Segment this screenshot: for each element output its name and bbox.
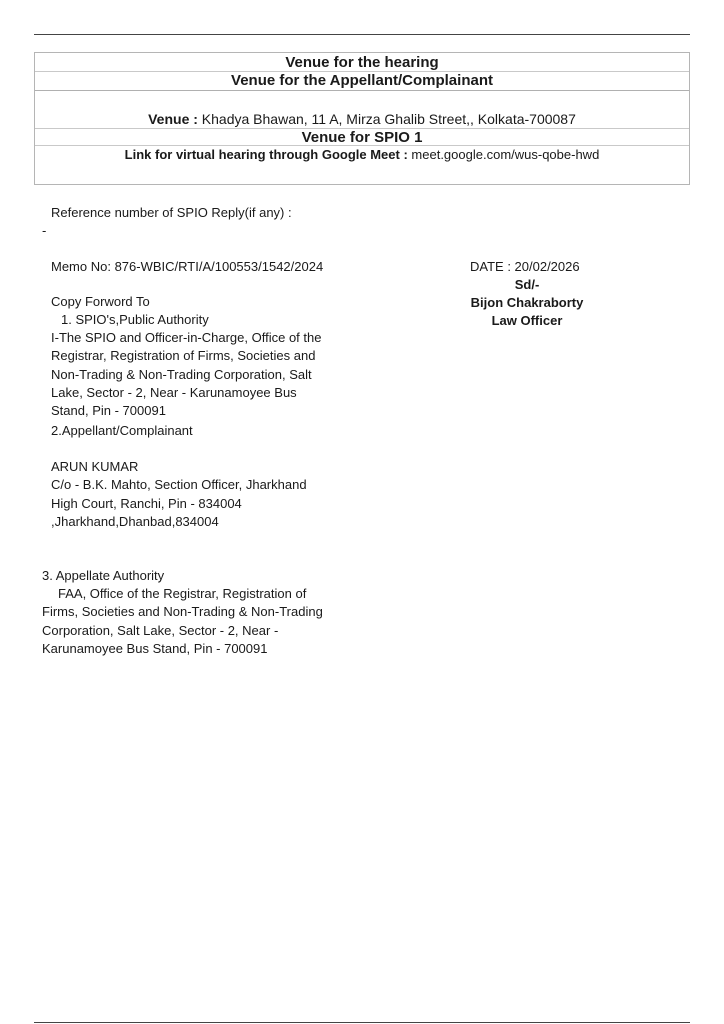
- appellant-address: [51, 458, 307, 531]
- meet-link[interactable]: meet.google.com/wus-qobe-hwd: [411, 147, 600, 162]
- spio-address-line: I-The SPIO and Officer-in-Charge, Office of the: [51, 330, 322, 345]
- copy-item-appellant: [51, 422, 193, 440]
- meet-link-row: [35, 146, 689, 184]
- spio-address-line: Registrar, Registration of Firms, Societies and: [51, 348, 316, 364]
- meet-link-label: Link for virtual hearing through Google Meet :: [124, 147, 408, 162]
- venue-address: Khadya Bhawan, 11 A, Mirza Ghalib Street,, Kolkata-700087: [201, 111, 576, 127]
- appellate-address: [42, 585, 323, 658]
- reference-value: -: [42, 223, 47, 238]
- reference-label: Reference number of SPIO Reply(if any) :: [51, 205, 292, 220]
- spio-address-line: Stand, Pin - 700091: [51, 403, 166, 419]
- appellate-address-line: Firms, Societies and Non-Trading & Non-Trading: [42, 604, 323, 620]
- memo-number: Memo No: 876-WBIC/RTI/A/100553/1542/2024: [51, 259, 324, 274]
- appellant-venue-heading: Venue for the Appellant/Complainant: [35, 72, 689, 91]
- appellant-address-line: ,Jharkhand,Dhanbad,834004: [51, 513, 219, 529]
- venue-heading: Venue for the hearing: [35, 53, 689, 72]
- copy-forward-heading: [51, 293, 150, 311]
- spio-address-line: Lake, Sector - 2, Near - Karunamoyee Bus: [51, 384, 297, 400]
- appellant-name: ARUN KUMAR: [51, 459, 139, 474]
- copy-item-appellate: [42, 567, 164, 585]
- appellant-address-line: High Court, Ranchi, Pin - 834004: [51, 495, 242, 511]
- top-rule: [34, 34, 690, 35]
- appellate-address-line: FAA, Office of the Registrar, Registration of: [58, 586, 307, 601]
- item3-title: 3. Appellate Authority: [42, 568, 165, 583]
- venue-label: Venue :: [148, 111, 198, 127]
- venue-table: [34, 52, 690, 185]
- item1-title: 1. SPIO's,Public Authority: [61, 312, 209, 327]
- copy-heading: Copy Forword To: [51, 294, 150, 309]
- signatory-designation: Law Officer: [491, 313, 563, 328]
- copy-item-spio: [51, 311, 209, 329]
- appellate-address-line: Karunamoyee Bus Stand, Pin - 700091: [42, 640, 268, 656]
- signature-sd: Sd/-: [514, 277, 540, 292]
- memo-date: DATE : 20/02/2026: [470, 259, 580, 274]
- spio-address: [51, 329, 321, 420]
- item2-title: 2.Appellant/Complainant: [51, 423, 193, 438]
- appellant-address-line: C/o - B.K. Mahto, Section Officer, Jharkhand: [51, 477, 307, 493]
- bottom-rule: [34, 1022, 690, 1023]
- spio-address-line: Non-Trading & Non-Trading Corporation, Salt: [51, 366, 312, 382]
- spio-venue-heading: Venue for SPIO 1: [35, 129, 689, 146]
- signatory-name: Bijon Chakraborty: [470, 295, 584, 310]
- venue-address-row: [35, 91, 689, 129]
- appellate-address-line: Corporation, Salt Lake, Sector - 2, Near -: [42, 622, 279, 638]
